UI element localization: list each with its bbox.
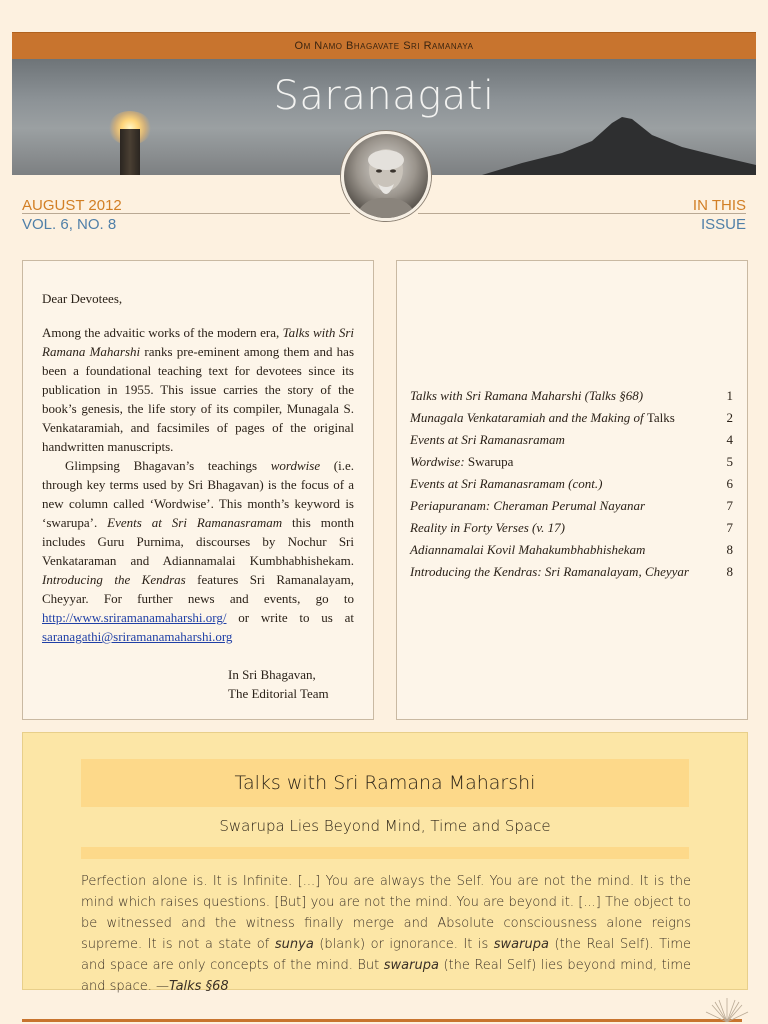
feature-divider: [81, 847, 689, 859]
toc-item[interactable]: [410, 539, 733, 561]
toc-page: 1: [726, 388, 733, 403]
letter-text: Glimpsing Bhagavan’s teachings: [65, 458, 271, 473]
quote-text: (blank) or ignorance. It is: [313, 937, 494, 952]
toc-item[interactable]: [410, 473, 733, 495]
events-title: Events at Sri Ramanasramam: [107, 515, 283, 530]
quote-text: (the Real Self) lies beyond mind, time and space. —: [81, 958, 691, 994]
toc-page: 2: [726, 410, 733, 425]
toc-title: Periapuranam: Cheraman Perumal Nayanar: [410, 498, 646, 513]
toc-item[interactable]: [410, 451, 733, 473]
issue-volume: VOL. 6, NO. 8: [22, 216, 117, 233]
table-of-contents: [396, 260, 748, 720]
toc-item[interactable]: [410, 561, 733, 583]
portrait-image: [341, 131, 431, 221]
toc-item[interactable]: [410, 495, 733, 517]
website-link[interactable]: http://www.sriramanamaharshi.org/: [42, 610, 227, 625]
toc-title-roman: Talks: [646, 410, 675, 425]
toc-title: [410, 451, 513, 473]
toc-title: Events at Sri Ramanasramam (cont.): [410, 476, 603, 491]
toc-title: Reality in Forty Verses (v. 17): [410, 520, 565, 535]
toc-title: Adiannamalai Kovil Mahakumbhabhishekam: [410, 542, 646, 557]
letter-text: or write to us at: [226, 610, 354, 625]
toc-page: 7: [726, 520, 733, 535]
toc-item[interactable]: [410, 407, 733, 429]
toc-title: [410, 407, 675, 429]
in-this-label: IN THIS: [692, 197, 746, 214]
email-link[interactable]: saranagathi@sriramanamaharshi.org: [42, 629, 233, 644]
wordwise-term: wordwise: [270, 458, 321, 473]
signature-line-1: In Sri Bhagavan,: [228, 667, 316, 682]
letter-text: Among the advaitic works of the modern era,: [42, 325, 283, 340]
toc-item[interactable]: [410, 517, 733, 539]
masthead-title: Saranagati: [273, 73, 495, 119]
toc-title-italic: Wordwise:: [410, 454, 468, 469]
lamp-pole-image: [120, 129, 140, 175]
letter-text: ranks pre-eminent among them and has been a foundational teaching text for devotees since its publication in 1955. This issue carries the story of the book’s genesis, the life story of its compiler, Munagala S. Venkataramiah, and facsimiles of pages of the original handwritten manuscripts.: [42, 344, 355, 454]
letter-text: features Sri Ramanalayam, Cheyyar. For further news and events, go to: [42, 572, 354, 606]
letter-paragraph-1: [42, 323, 354, 456]
in-this-issue-heading: [693, 196, 746, 234]
feature-subtitle: Swarupa Lies Beyond Mind, Time and Space: [219, 817, 551, 835]
toc-item[interactable]: [410, 385, 733, 407]
quote-term: swarupa: [493, 937, 549, 952]
tagline-band: [12, 32, 756, 60]
toc-title: Events at Sri Ramanasramam: [410, 432, 565, 447]
quote-term: sunya: [274, 937, 314, 952]
book-title: Talks with Sri Ramana Maharshi: [42, 325, 354, 359]
toc-page: 7: [726, 498, 733, 513]
toc-item[interactable]: [410, 429, 733, 451]
toc-page: 6: [726, 476, 733, 491]
quote-text: Perfection alone is. It is Infinite. [...] You are always the Self. You are not the mind. It is the mind which raises questions. [But] you are not the mind. You are beyond it. [...] The object to be witnessed and the witness finally merge and Absolute consciousness alone reigns supreme. It is not a state of: [81, 874, 691, 952]
feature-section: [22, 732, 748, 994]
tagline: Om Namo Bhagavate Sri Ramanaya: [294, 40, 474, 52]
signature: [228, 665, 354, 703]
toc-page: 8: [726, 564, 733, 579]
toc-title-roman: Swarupa: [467, 454, 514, 469]
letter-text: (i.e. through key terms used by Sri Bhagavan) is the focus of a new column called ‘Wordwise’. This month’s keyword is ‘swarupa’.: [42, 458, 354, 530]
issue-info: [22, 196, 122, 234]
feature-title: Talks with Sri Ramana Maharshi: [81, 759, 689, 807]
arunachala-mountain-image: [482, 113, 756, 175]
feature-quote: [81, 871, 691, 997]
issue-label: ISSUE: [700, 216, 746, 233]
issue-month: AUGUST 2012: [22, 197, 122, 214]
toc-page: 4: [726, 432, 733, 447]
quote-term: swarupa: [383, 958, 439, 973]
quote-source: Talks §68: [169, 979, 229, 994]
editorial-letter: [22, 260, 374, 720]
toc-title-italic: Munagala Venkataramiah and the Making of: [410, 410, 647, 425]
toc-page: 8: [726, 542, 733, 557]
salutation: Dear Devotees,: [42, 291, 123, 306]
toc-title: Introducing the Kendras: Sri Ramanalayam, Cheyyar: [410, 564, 689, 579]
toc-page: 5: [726, 454, 733, 469]
letter-paragraph-2: [42, 456, 354, 646]
letter-text: this month includes Guru Purnima, discourses by Nochur Sri Venkataraman and Adiannamalai Kumbhabhishekam.: [42, 515, 354, 568]
signature-line-2: The Editorial Team: [228, 686, 329, 701]
toc-title: Talks with Sri Ramana Maharshi (Talks §68): [410, 388, 644, 403]
quote-text: (the Real Self). Time and space are only concepts of the mind. But: [81, 937, 691, 973]
sunburst-ornament-icon: [702, 996, 752, 1022]
kendras-title: Introducing the Kendras: [42, 572, 186, 587]
footer-rule: [22, 1019, 742, 1022]
